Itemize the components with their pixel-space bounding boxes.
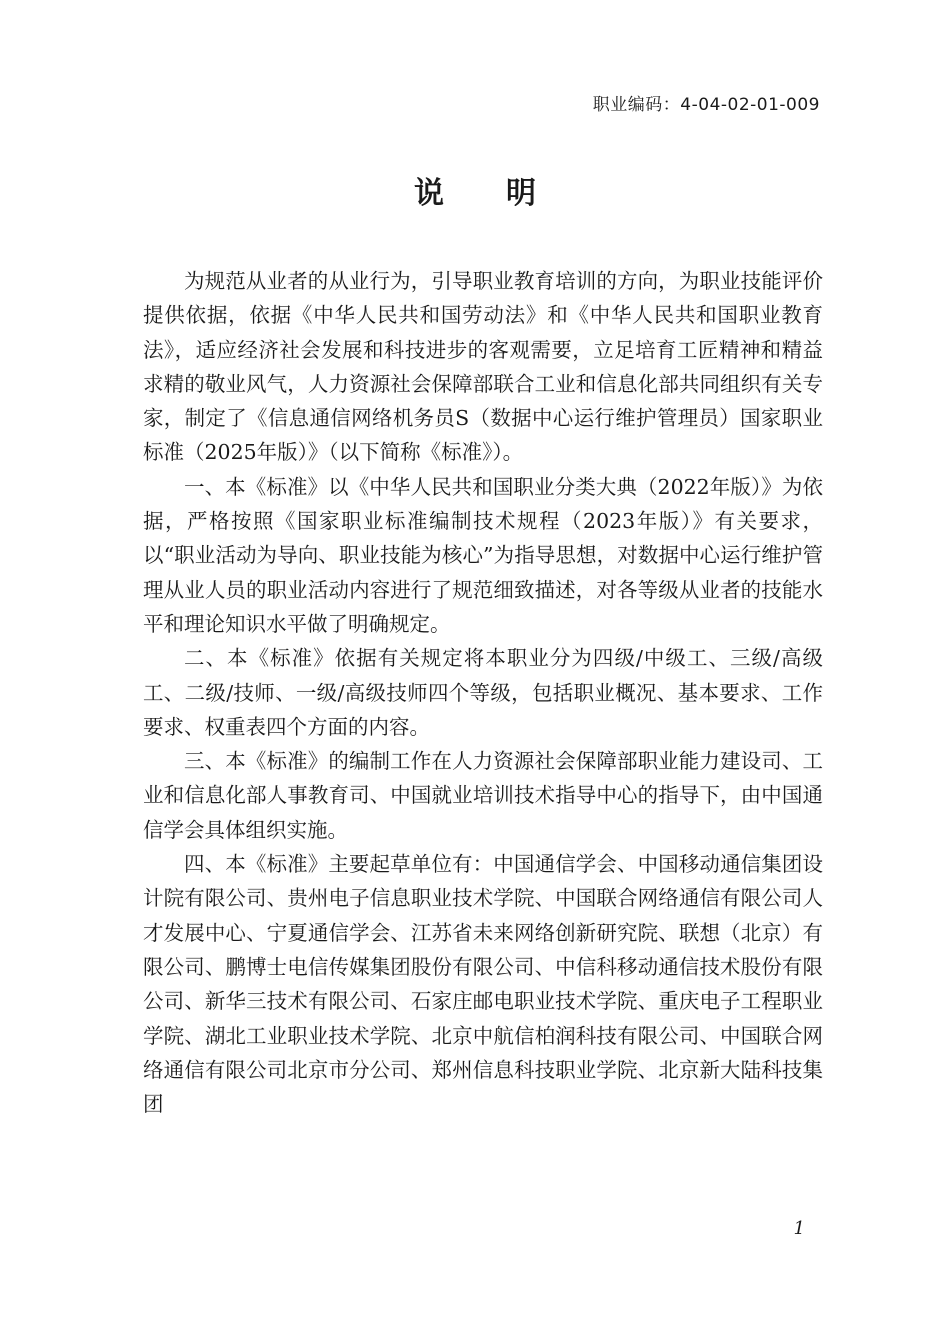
document-body <box>143 264 823 1121</box>
paragraph-3: 三、本《标准》的编制工作在人力资源社会保障部职业能力建设司、工业和信息化部人事教育司、中国就业培训技术指导中心的指导下，由中国通信学会具体组织实施。 <box>143 749 823 842</box>
page-title <box>0 168 950 212</box>
paragraph-1: 一、本《标准》以《中华人民共和国职业分类大典（2022年版）》为依据，严格按照《国家职业标准编制技术规程（2023年版）》有关要求，以“职业活动为导向、职业技能为核心”为指导思想，对数据中心运行维护管理从业人员的职业活动内容进行了规范细致描述，对各等级从业者的技能水平和理论知识水平做了明确规定。 <box>143 474 823 636</box>
occupation-code: 职业编码：4-04-02-01-009 <box>592 95 820 115</box>
paragraph-intro: 为规范从业者的从业行为，引导职业教育培训的方向，为职业技能评价提供依据，依据《中华人民共和国劳动法》和《中华人民共和国职业教育法》，适应经济社会发展和科技进步的客观需要，立足培育工匠精神和精益求精的敬业风气，人力资源社会保障部联合工业和信息化部共同组织有关专家，制定了《信息通信网络机务员S（数据中心运行维护管理员）国家职业标准（2025年版）》（以下简称《标准》）。 <box>143 269 823 465</box>
paragraph-4: 四、本《标准》主要起草单位有：中国通信学会、中国移动通信集团设计院有限公司、贵州电子信息职业技术学院、中国联合网络通信有限公司人才发展中心、宁夏通信学会、江苏省未来网络创新研究院、联想（北京）有限公司、鹏博士电信传媒集团股份有限公司、中信科移动通信技术股份有限公司、新华三技术有限公司、石家庄邮电职业技术学院、重庆电子工程职业学院、湖北工业职业技术学院、北京中航信柏润科技有限公司、中国联合网络通信有限公司北京市分公司、郑州信息科技职业学院、北京新大陆科技集团 <box>143 852 823 1117</box>
paragraph-2: 二、本《标准》依据有关规定将本职业分为四级/中级工、三级/高级工、二级/技师、一级/高级技师四个等级，包括职业概况、基本要求、工作要求、权重表四个方面的内容。 <box>143 646 823 739</box>
title-char-2: 明 <box>506 176 536 211</box>
title-char-1: 说 <box>414 176 444 211</box>
page-number: 1 <box>793 1218 805 1239</box>
